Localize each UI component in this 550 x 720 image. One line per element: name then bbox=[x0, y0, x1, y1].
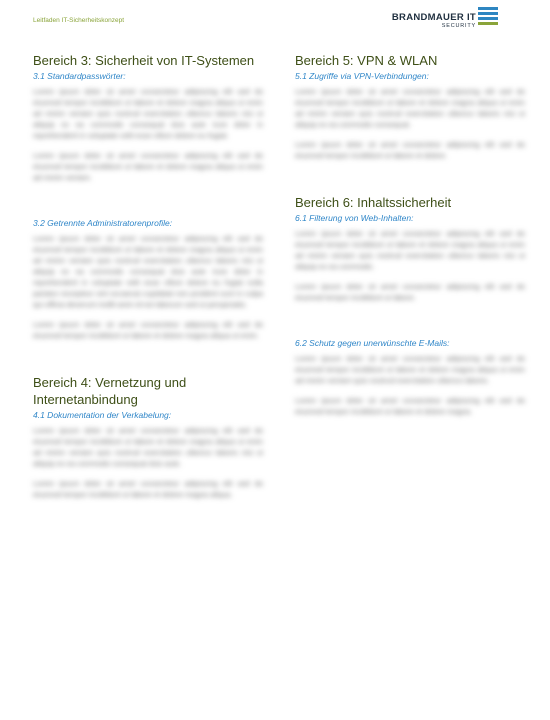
company-logo bbox=[386, 6, 498, 32]
subsection-3-1-title: 3.1 Standardpasswörter: bbox=[33, 71, 126, 81]
blurred-paragraph: Lorem ipsum dolor sit amet consectetur adipiscing elit sed do eiusmod tempor incididunt ut labore et dolore magna aliqua ut enim. bbox=[33, 320, 263, 340]
subsection-6-1-title: 6.1 Filterung von Web-Inhalten: bbox=[295, 213, 414, 223]
section-4-title: Bereich 4: Vernetzung und Internetanbindung bbox=[33, 375, 187, 407]
blurred-paragraph: Lorem ipsum dolor sit amet consectetur adipiscing elit sed do eiusmod tempor incididunt ut labore et dolore magna aliqua ut enim ad minim veniam quis nostrud exercitation ullamco laboris. bbox=[295, 354, 525, 385]
blurred-paragraph: Lorem ipsum dolor sit amet consectetur adipiscing elit sed do eiusmod tempor incididunt ut labore et dolore magna aliqua ut enim ad minim veniam quis nostrud exercitation ullamco laboris nisi ut aliquip ex ea commodo consequat duis aute irure dolor in reprehenderit in voluptate velit esse cillum dolore eu fugiat. bbox=[33, 87, 263, 140]
subsection-4-1-title: 4.1 Dokumentation der Verkabelung: bbox=[33, 410, 172, 420]
logo-wordmark: BRANDMAUER IT bbox=[391, 12, 476, 23]
logo-subtext: SECURITY bbox=[441, 23, 476, 29]
blurred-paragraph: Lorem ipsum dolor sit amet consectetur adipiscing elit sed do eiusmod tempor incididunt ut labore et dolore magna aliqua ut enim ad minim veniam quis nostrud exercitation ullamco laboris nisi ut aliquip ex ea commodo consequat duis aute irure dolor in reprehenderit in voluptate velit esse cillum dolore eu fugiat nulla pariatur excepteur sint occaecat cupidatat non proident sunt in culpa qui officia deserunt mollit anim id est laborum sed ut perspiciatis. bbox=[33, 234, 263, 309]
left-column bbox=[33, 52, 263, 509]
document-label: Leitfaden IT-Sicherheitskonzept bbox=[33, 17, 125, 24]
blurred-paragraph: Lorem ipsum dolor sit amet consectetur adipiscing elit sed do eiusmod tempor incididunt ut labore et dolore magna aliqua ut enim ad minim veniam. bbox=[33, 151, 263, 182]
blurred-paragraph: Lorem ipsum dolor sit amet consectetur adipiscing elit sed do eiusmod tempor incididunt ut labore et dolore magna aliqua ut enim ad minim veniam quis nostrud exercitation ullamco laboris nisi ut aliquip ex ea commodo consequat duis aute. bbox=[33, 426, 263, 468]
blurred-paragraph: Lorem ipsum dolor sit amet consectetur adipiscing elit sed do eiusmod tempor incididunt ut labore et dolore magna aliqua. bbox=[33, 479, 263, 499]
blurred-paragraph: Lorem ipsum dolor sit amet consectetur adipiscing elit sed do eiusmod tempor incididunt ut labore et dolore magna aliqua ut enim ad minim veniam quis nostrud exercitation ullamco laboris nisi ut aliquip ex ea commodo consequat. bbox=[295, 87, 525, 129]
section-6-title: Bereich 6: Inhaltssicherheit bbox=[295, 195, 452, 210]
blurred-paragraph: Lorem ipsum dolor sit amet consectetur adipiscing elit sed do eiusmod tempor incididunt ut labore et dolore. bbox=[295, 140, 525, 160]
blurred-paragraph: Lorem ipsum dolor sit amet consectetur adipiscing elit sed do eiusmod tempor incididunt ut labore. bbox=[295, 282, 525, 302]
logo-stripes-icon bbox=[478, 6, 498, 28]
subsection-6-2-title: 6.2 Schutz gegen unerwünschte E-Mails: bbox=[295, 338, 450, 348]
blurred-paragraph: Lorem ipsum dolor sit amet consectetur adipiscing elit sed do eiusmod tempor incididunt ut labore et dolore magna. bbox=[295, 396, 525, 416]
section-3-title: Bereich 3: Sicherheit von IT-Systemen bbox=[33, 53, 255, 68]
page-header bbox=[0, 0, 550, 34]
right-column bbox=[295, 52, 525, 426]
subsection-3-2-title: 3.2 Getrennte Administratorenprofile: bbox=[33, 218, 173, 228]
blurred-paragraph: Lorem ipsum dolor sit amet consectetur adipiscing elit sed do eiusmod tempor incididunt ut labore et dolore magna aliqua ut enim ad minim veniam quis nostrud exercitation ullamco laboris nisi ut aliquip ex ea commodo. bbox=[295, 229, 525, 271]
subsection-5-1-title: 5.1 Zugriffe via VPN-Verbindungen: bbox=[295, 71, 429, 81]
section-5-title: Bereich 5: VPN & WLAN bbox=[295, 53, 438, 68]
